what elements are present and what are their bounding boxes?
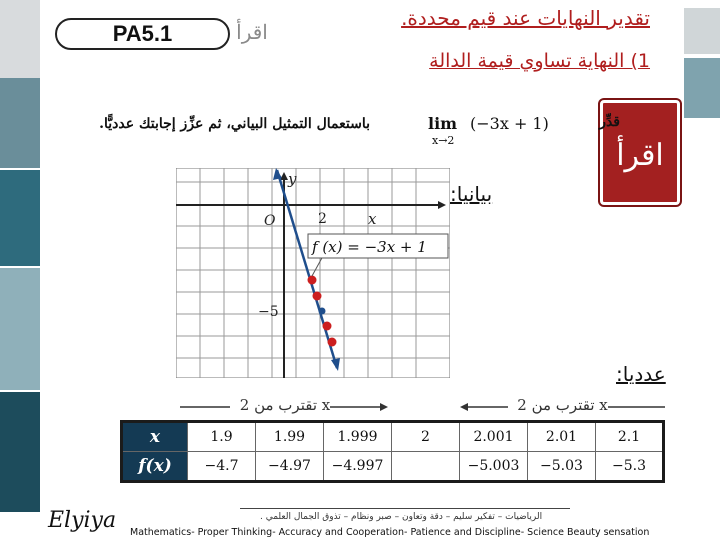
table-header-fx: f(x): [122, 452, 188, 482]
table-header-x: x: [122, 422, 188, 452]
table-cell: 2.1: [596, 422, 664, 452]
function-graph: [176, 168, 450, 378]
x-axis-label: x: [368, 210, 377, 228]
decor-square: [0, 392, 40, 512]
footer-divider: [240, 508, 570, 509]
table-cell: 1.9: [188, 422, 256, 452]
lim-subscript: x→2: [432, 134, 455, 147]
table-cell: −5.03: [528, 452, 596, 482]
numerical-label: عدديا:: [616, 362, 666, 386]
graph-frame: [176, 168, 450, 378]
footer-arabic: الرياضيات – تفكير سليم – دقة وتعاون – صبر ونظام – تذوق الجمال العلمي .: [260, 512, 543, 522]
table-cell: −4.997: [324, 452, 392, 482]
decor-square: [0, 268, 40, 390]
table-row-x: [122, 422, 664, 452]
lim-word: lim: [428, 114, 458, 133]
table-cell: [392, 452, 460, 482]
function-label: f (x) = −3x + 1: [312, 238, 427, 256]
prompt-instruction: باستعمال التمثيل البياني، ثم عزِّز إجابتك عدديًّا.: [99, 116, 370, 132]
table-cell: 1.99: [256, 422, 324, 452]
table-row-fx: [122, 452, 664, 482]
point-marker: [328, 338, 337, 347]
problem-statement: [40, 112, 620, 146]
left-decor-bar: [0, 0, 50, 540]
table-cell: 1.999: [324, 422, 392, 452]
decor-square: [0, 78, 40, 168]
point-marker: [323, 322, 332, 331]
table-cell: 2.01: [528, 422, 596, 452]
logo-icon: اقرأ: [236, 20, 268, 44]
approach-text-left: x تقترب من 2: [239, 396, 331, 414]
page-title: تقدير النهايات عند قيم محددة.: [401, 6, 650, 30]
page-subtitle: 1) النهاية تساوي قيمة الدالة: [429, 50, 650, 72]
footer-english: Mathematics- Proper Thinking- Accuracy and Cooperation- Patience and Discipline- Science Beauty sensation: [130, 527, 650, 538]
decor-square: [684, 8, 720, 54]
decor-square: [0, 0, 40, 78]
prompt-verb: قدِّر: [599, 114, 620, 130]
y-axis-label: y: [288, 170, 297, 188]
decor-square: [684, 58, 720, 118]
table-cell: 2.001: [460, 422, 528, 452]
table-cell: −5.3: [596, 452, 664, 482]
graphical-label: بيانيا:: [450, 182, 493, 206]
x-tick-label: 2: [318, 211, 327, 227]
values-table: [120, 420, 665, 483]
table-cell: −4.97: [256, 452, 324, 482]
origin-label: O: [264, 213, 276, 229]
point-marker: [308, 276, 317, 285]
table-cell: −4.7: [188, 452, 256, 482]
table-cell: −5.003: [460, 452, 528, 482]
point-limit: [319, 308, 326, 315]
signature: Elyiya: [48, 508, 117, 533]
point-marker: [313, 292, 322, 301]
logo-badge-icon: اقرأ: [600, 100, 680, 205]
y-tick-label: −5: [258, 304, 279, 320]
lesson-code: PA5.1: [55, 18, 230, 50]
table-cell: 2: [392, 422, 460, 452]
approach-text-right: x تقترب من 2: [517, 396, 608, 414]
limit-expression: (−3x + 1): [470, 114, 549, 133]
decor-square: [0, 170, 40, 266]
